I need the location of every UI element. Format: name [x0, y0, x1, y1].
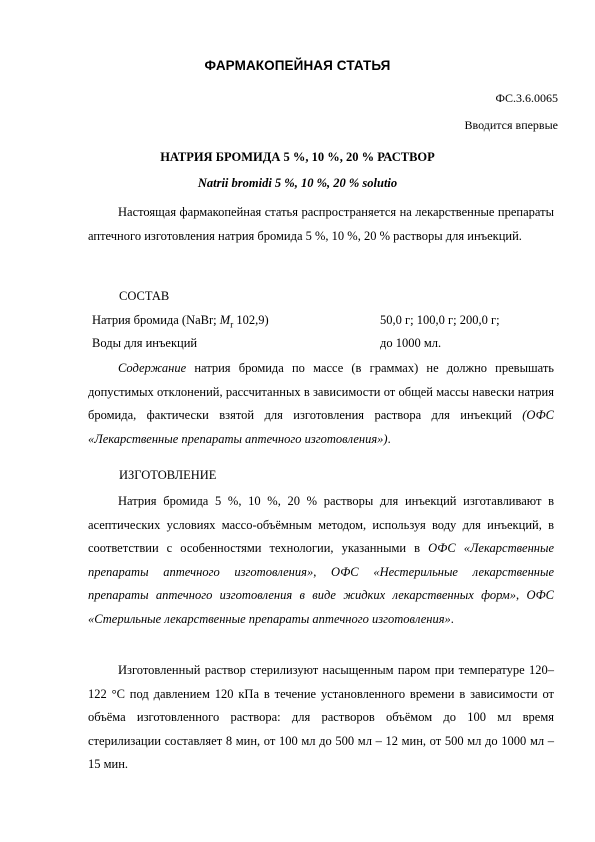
content-lead: Содержание: [118, 361, 187, 375]
monograph-name-russian: НАТРИЯ БРОМИДА 5 %, 10 %, 20 % РАСТВОР: [160, 150, 435, 164]
content-text: натрия бромида по массе (в граммах) не должно превышать допустимых отклонений, рассчитанных в зависимости от общей массы навески натрия бромида, фактически взятой для изготовления раствора для инъекций: [88, 361, 554, 422]
composition-name-prefix: Натрия бромида (NaBr;: [92, 313, 220, 327]
composition-row-water-name: Воды для инъекций: [92, 336, 198, 350]
document-title: ФАРМАКОПЕЙНАЯ СТАТЬЯ: [204, 58, 391, 73]
manufacture-p1-ref-2: ОФС «Нестерильные лекарственные препараты аптечного изготовления в виде жидких лекарственных форм»: [88, 564, 554, 602]
composition-row-sodium-bromide-amount: 50,0 г; 100,0 г; 200,0 г;: [380, 313, 500, 327]
manufacture-p1-ref-3: ОФС «Стерильные лекарственные препараты аптечного изготовления»: [88, 588, 555, 626]
content-reference: (ОФС «Лекарственные препараты аптечного изготовления»): [88, 408, 554, 446]
composition-name-suffix: 102,9): [233, 313, 269, 327]
intro-paragraph: Настоящая фармакопейная статья распространяется на лекарственные препараты аптечного изготовления натрия бромида 5 %, 10 %, 20 % растворы для инъекций.: [88, 205, 554, 243]
manufacture-p1-text: Натрия бромида 5 %, 10 %, 20 % растворы для инъекций изготавливают в асептических условиях массо-объёмным методом, используя воду для инъекций, в соответствии с особенностями технологии, указанными в: [88, 494, 554, 555]
content-paragraph: [88, 357, 554, 451]
molar-mass-symbol: M: [219, 313, 231, 327]
monograph-name-latin: Natrii bromidi 5 %, 10 %, 20 % solutio: [197, 176, 398, 190]
manufacture-p1-end: .: [450, 611, 454, 626]
manufacture-p1-sep-2: ,: [515, 588, 527, 602]
manufacture-heading: ИЗГОТОВЛЕНИЕ: [119, 468, 217, 482]
manufacture-paragraph-2: Изготовленный раствор стерилизуют насыщенным паром при температуре 120–122 °С под давлением 120 кПа в течение установленного времени в зависимости от объёма изготовленного раствора: для растворов объёмом до 100 мл время стерилизации составляет 8 мин, от 100 мл до 500 мл – 12 мин, от 500 мл до 1000 мл – 15 мин.: [88, 663, 554, 771]
manufacture-p1-ref-1: ОФС «Лекарственные препараты аптечного изготовления»: [88, 541, 554, 579]
composition-row-water-amount: до 1000 мл.: [380, 336, 442, 350]
introduction-note: Вводится впервые: [464, 118, 558, 132]
molar-mass-subscript: r: [230, 319, 234, 330]
content-end: .: [387, 431, 391, 446]
manufacture-p1-sep-1: ,: [313, 564, 332, 579]
manufacture-paragraph-1: [88, 490, 554, 631]
composition-row-sodium-bromide-name: [92, 313, 269, 330]
composition-heading: СОСТАВ: [119, 289, 170, 303]
monograph-code: ФС.3.6.0065: [495, 91, 558, 105]
